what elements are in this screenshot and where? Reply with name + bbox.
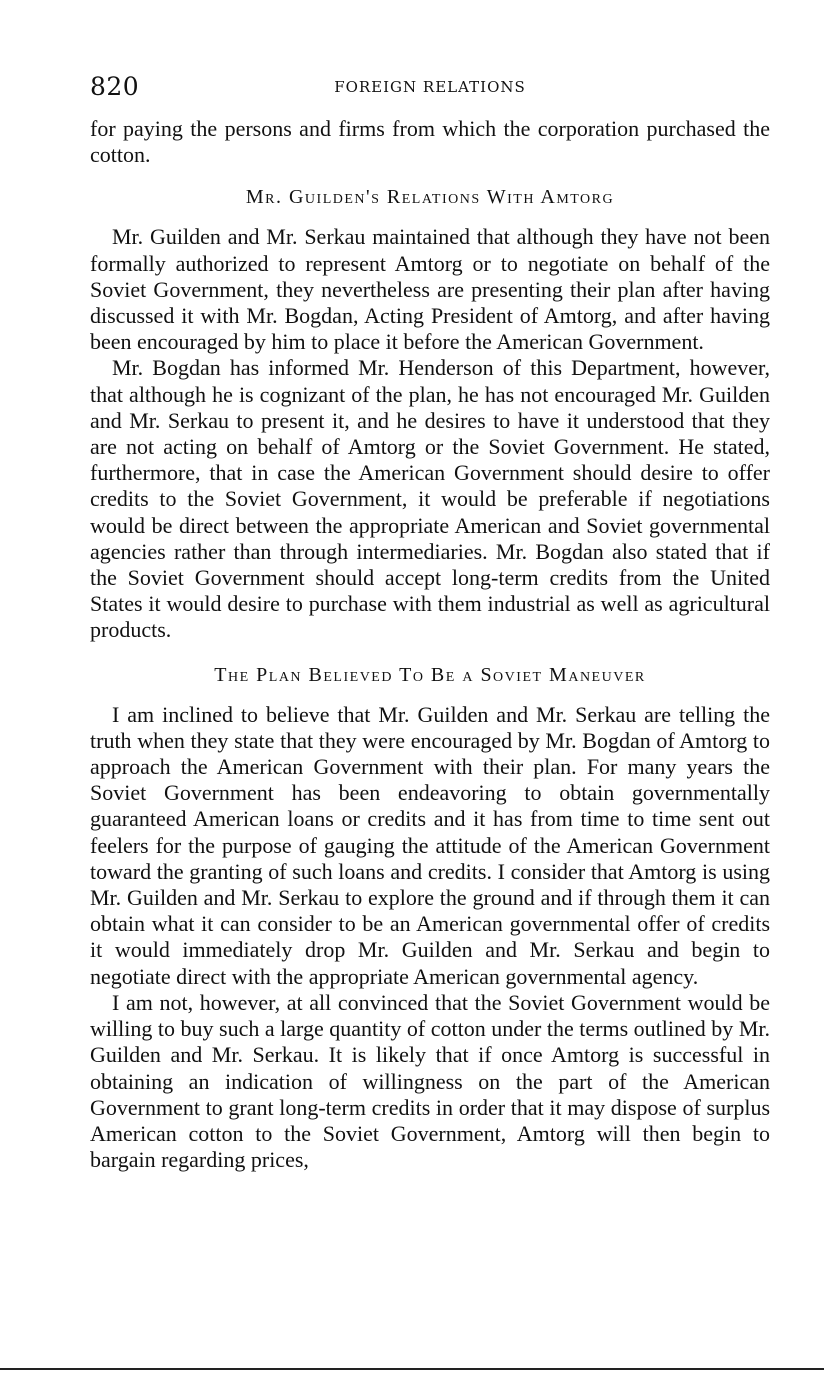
page-number: 820 <box>90 72 140 101</box>
running-head <box>90 72 770 104</box>
paragraph: Mr. Guilden and Mr. Serkau maintained that although they have not been formally authorized to represent Amtorg or to negotiate on behalf of the Soviet Government, they nevertheless are presenting their plan after having discussed it with Mr. Bogdan, Acting President of Amtorg, and after having been encouraged by him to place it before the American Government. <box>90 224 770 355</box>
section-heading-soviet-maneuver: The Plan Believed To Be a Soviet Maneuver <box>214 663 646 686</box>
paragraph-continuation: for paying the persons and firms from which the corporation purchased the cotton. <box>90 116 770 168</box>
page-bottom-rule <box>0 1368 824 1370</box>
paragraph: I am not, however, at all convinced that the Soviet Government would be willing to buy such a large quantity of cotton under the terms outlined by Mr. Guilden and Mr. Serkau. It is likely that if once Amtorg is successful in obtaining an indication of willingness on the part of the American Government to grant long-term credits in order that it may dispose of surplus American cotton to the Soviet Government, Amtorg will then begin to bargain regarding prices, <box>90 989 770 1173</box>
paragraph: Mr. Bogdan has informed Mr. Henderson of this Department, however, that although he is cognizant of the plan, he has not encouraged Mr. Guilden and Mr. Serkau to present it, and he desires to have it understood that they are not acting on behalf of Amtorg or the Soviet Government. He stated, furthermore, that in case the American Government should desire to offer credits to the Soviet Government, it would be preferable if negotiations would be direct between the appropriate American and Soviet governmental agencies rather than through intermediaries. Mr. Bogdan also stated that if the Soviet Government should accept long-term credits from the United States it would desire to purchase with them industrial as well as agricultural products. <box>90 355 770 643</box>
running-title: FOREIGN RELATIONS <box>334 78 526 96</box>
section-heading-guilden-relations: Mr. Guilden's Relations With Amtorg <box>245 186 615 209</box>
body-text <box>90 116 770 1173</box>
paragraph: I am inclined to believe that Mr. Guilden and Mr. Serkau are telling the truth when they state that they were encouraged by Mr. Bogdan of Amtorg to approach the American Government with their plan. For many years the Soviet Government has been endeavoring to obtain governmentally guaranteed American loans or credits and it has from time to time sent out feelers for the purpose of gauging the attitude of the American Government toward the granting of such loans and credits. I consider that Amtorg is using Mr. Guilden and Mr. Serkau to explore the ground and if through them it can obtain what it can consider to be an American governmental offer of credits it would immediately drop Mr. Guilden and Mr. Serkau and begin to negotiate direct with the appropriate American governmental agency. <box>90 701 770 989</box>
